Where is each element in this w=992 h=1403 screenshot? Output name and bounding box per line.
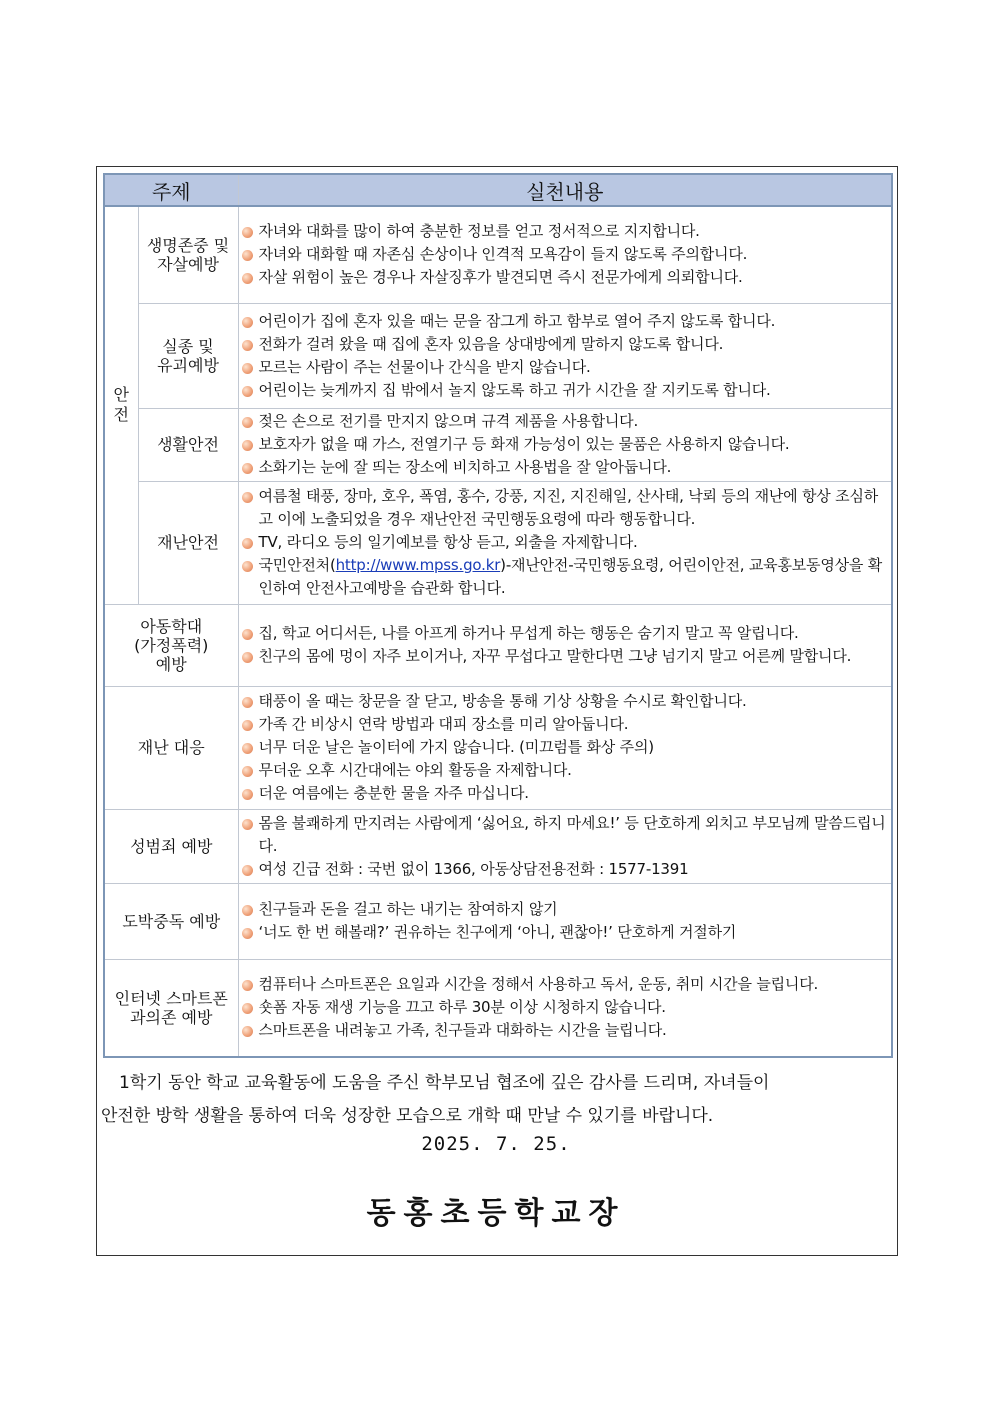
practice-item-text: 여름철 태풍, 장마, 호우, 폭염, 홍수, 강풍, 지진, 지진해일, 산사태, 낙뢰 등의 재난에 항상 조심하고 이에 노출되었을 경우 재난안전 국민행동요령에 따라 행동합니다. xyxy=(258,487,879,528)
practice-item-text: ‘너도 한 번 해볼래?’ 권유하는 친구에게 ‘아니, 괜찮아!’ 단호하게 거절하기 xyxy=(258,923,737,941)
practice-item-text: 너무 더운 날은 놀이터에 가지 않습니다. (미끄럼틀 화상 주의) xyxy=(258,738,654,756)
topic-cell: 생명존중 및 자살예방 xyxy=(138,206,238,303)
bullet-icon xyxy=(242,928,253,939)
topic-cell: 생활안전 xyxy=(138,408,238,481)
mpss-website-link[interactable]: http://www.mpss.go.kr xyxy=(335,556,501,574)
table-row xyxy=(104,686,892,809)
table-row xyxy=(104,959,892,1057)
bullet-icon xyxy=(242,980,253,991)
practice-item xyxy=(239,713,891,736)
content-cell xyxy=(238,959,892,1057)
bullet-icon xyxy=(242,363,253,374)
practice-item-text: 가족 간 비상시 연락 방법과 대피 장소를 미리 알아둡니다. xyxy=(258,715,629,733)
bullet-icon xyxy=(242,743,253,754)
practice-item xyxy=(239,858,891,881)
bullet-icon xyxy=(242,317,253,328)
table-row xyxy=(104,604,892,686)
practice-item xyxy=(239,759,891,782)
table-row xyxy=(104,408,892,481)
practice-list xyxy=(239,622,891,668)
bullet-icon xyxy=(242,697,253,708)
practice-item-text: 무더운 오후 시간대에는 야외 활동을 자제합니다. xyxy=(258,761,572,779)
link-item-prefix: 국민안전처( xyxy=(258,556,336,574)
bullet-icon xyxy=(242,227,253,238)
closing-line-2: 안전한 방학 생활을 통하여 더욱 성장한 모습으로 개학 때 만날 수 있기를 바랍니다. xyxy=(101,1106,714,1126)
content-cell xyxy=(238,686,892,809)
bullet-icon xyxy=(242,492,253,503)
practice-list xyxy=(239,812,891,881)
practice-item-text: 소화기는 눈에 잘 띄는 장소에 비치하고 사용법을 잘 알아둡니다. xyxy=(258,458,672,476)
practice-item-text: 자녀와 대화를 많이 하여 충분한 정보를 얻고 정서적으로 지지합니다. xyxy=(258,222,700,241)
practice-item xyxy=(239,456,891,479)
practice-item-text: 스마트폰을 내려놓고 가족, 친구들과 대화하는 시간을 늘립니다. xyxy=(258,1021,667,1040)
topic-cell: 성범죄 예방 xyxy=(104,809,238,883)
practice-item-text: 더운 여름에는 충분한 물을 자주 마십니다. xyxy=(258,784,529,802)
topic-cell: 도박중독 예방 xyxy=(104,883,238,959)
bullet-icon xyxy=(242,250,253,261)
practice-item xyxy=(239,379,891,402)
practice-item xyxy=(239,690,891,713)
bullet-icon xyxy=(242,386,253,397)
practice-item-text: 태풍이 올 때는 창문을 잘 닫고, 방송을 통해 기상 상황을 수시로 확인합니다. xyxy=(258,692,747,710)
bullet-icon xyxy=(242,440,253,451)
practice-item xyxy=(239,433,891,456)
practice-item-text: 젖은 손으로 전기를 만지지 않으며 규격 제품을 사용합니다. xyxy=(258,412,639,430)
content-cell xyxy=(238,883,892,959)
header-topic: 주제 xyxy=(104,174,238,206)
practice-item xyxy=(239,310,891,333)
practice-item xyxy=(239,1019,891,1042)
category-safety: 안 전 xyxy=(104,206,138,604)
bullet-icon xyxy=(242,629,253,640)
practice-item-text: 자녀와 대화할 때 자존심 손상이나 인격적 모욕감이 들지 않도록 주의합니다. xyxy=(258,245,748,264)
bullet-icon xyxy=(242,340,253,351)
table-row xyxy=(104,206,892,303)
link-item-suffix: )-재난안전-국민행동요령, 어린이안전, 교육홍보동영상을 확인하여 안전사고예방을 습관화 합니다. xyxy=(258,556,883,597)
practice-item-text: 친구들과 돈을 걸고 하는 내기는 참여하지 않기 xyxy=(258,900,558,918)
bullet-icon xyxy=(242,1003,253,1014)
closing-line-1: 1학기 동안 학교 교육활동에 도움을 주신 학부모님 협조에 깊은 감사를 드리며, 자녀들이 xyxy=(119,1073,770,1093)
topic-cell: 재난 대응 xyxy=(104,686,238,809)
practice-list xyxy=(239,410,891,479)
practice-item xyxy=(239,356,891,379)
practice-item xyxy=(239,898,891,921)
topic-cell: 재난안전 xyxy=(138,481,238,604)
content-cell xyxy=(238,408,892,481)
bullet-icon xyxy=(242,538,253,549)
bullet-icon xyxy=(242,819,253,830)
bullet-icon xyxy=(242,865,253,876)
practice-item xyxy=(239,921,891,944)
bullet-icon xyxy=(242,652,253,663)
bullet-icon xyxy=(242,766,253,777)
practice-list xyxy=(239,973,891,1042)
safety-practice-table xyxy=(103,173,893,1058)
content-cell xyxy=(238,481,892,604)
practice-item-text: TV, 라디오 등의 일기예보를 항상 듣고, 외출을 자제합니다. xyxy=(258,533,638,551)
practice-item xyxy=(239,782,891,805)
bullet-icon xyxy=(242,273,253,284)
practice-item xyxy=(239,736,891,759)
practice-item-text: 집, 학교 어디서든, 나를 아프게 하거나 무섭게 하는 행동은 숨기지 말고 꼭 알립니다. xyxy=(258,624,799,642)
table-row xyxy=(104,481,892,604)
table-row xyxy=(104,883,892,959)
practice-item-text: 컴퓨터나 스마트폰은 요일과 시간을 정해서 사용하고 독서, 운동, 취미 시간을 늘립니다. xyxy=(258,975,819,994)
topic-cell: 인터넷 스마트폰 과의존 예방 xyxy=(104,959,238,1057)
practice-item xyxy=(239,973,891,996)
practice-item-text: 몸을 불쾌하게 만지려는 사람에게 ‘싫어요, 하지 마세요!’ 등 단호하게 외치고 부모님께 말씀드립니다. xyxy=(258,813,886,855)
practice-item xyxy=(239,531,891,554)
bullet-icon xyxy=(242,789,253,800)
topic-cell: 실종 및 유괴예방 xyxy=(138,303,238,408)
topic-cell: 아동학대 (가정폭력) 예방 xyxy=(104,604,238,686)
table-row xyxy=(104,809,892,883)
bullet-icon xyxy=(242,463,253,474)
content-cell xyxy=(238,303,892,408)
bullet-icon xyxy=(242,720,253,731)
practice-list xyxy=(239,898,891,944)
practice-item xyxy=(239,333,891,356)
closing-message xyxy=(97,1067,899,1133)
content-cell xyxy=(238,206,892,303)
practice-item xyxy=(239,554,891,600)
practice-item-text: 전화가 걸려 왔을 때 집에 혼자 있음을 상대방에게 말하지 않도록 합니다. xyxy=(258,334,724,353)
practice-item xyxy=(239,622,891,645)
practice-item xyxy=(239,996,891,1019)
content-cell xyxy=(238,809,892,883)
practice-list xyxy=(239,690,891,805)
practice-item xyxy=(239,485,891,531)
bullet-icon xyxy=(242,417,253,428)
practice-item-text: 친구의 몸에 멍이 자주 보이거나, 자꾸 무섭다고 말한다면 그냥 넘기지 말고 어른께 말합니다. xyxy=(258,647,852,665)
practice-list xyxy=(239,485,891,600)
bullet-icon xyxy=(242,561,253,572)
bullet-icon xyxy=(242,905,253,916)
practice-item-text: 보호자가 없을 때 가스, 전열기구 등 화재 가능성이 있는 물품은 사용하지 않습니다. xyxy=(258,435,790,453)
practice-item-text: 숏폼 자동 재생 기능을 끄고 하루 30분 이상 시청하지 않습니다. xyxy=(258,998,666,1017)
practice-item-text: 어린이가 집에 혼자 있을 때는 문을 잠그게 하고 함부로 열어 주지 않도록 합니다. xyxy=(258,311,776,330)
practice-item-text: 어린이는 늦게까지 집 밖에서 놀지 않도록 하고 귀가 시간을 잘 지키도록 합니다. xyxy=(258,380,771,399)
document-date: 2025. 7. 25. xyxy=(421,1133,571,1155)
practice-item-text: 여성 긴급 전화 : 국번 없이 1366, 아동상담전용전화 : 1577-1391 xyxy=(258,859,689,878)
practice-list xyxy=(239,310,891,402)
table-row xyxy=(104,303,892,408)
practice-item xyxy=(239,410,891,433)
practice-item xyxy=(239,266,891,289)
document-frame xyxy=(96,166,898,1256)
practice-item xyxy=(239,243,891,266)
practice-item xyxy=(239,645,891,668)
header-content: 실천내용 xyxy=(238,174,892,206)
practice-list xyxy=(239,220,891,289)
practice-item-text: 자살 위험이 높은 경우나 자살징후가 발견되면 즉시 전문가에게 의뢰합니다. xyxy=(258,268,743,287)
practice-item-text: 모르는 사람이 주는 선물이나 간식을 받지 않습니다. xyxy=(258,357,591,376)
content-cell xyxy=(238,604,892,686)
bullet-icon xyxy=(242,1026,253,1037)
table-body xyxy=(104,206,892,1057)
principal-signature: 동홍초등학교장 xyxy=(366,1196,626,1231)
practice-item xyxy=(239,812,891,858)
practice-item xyxy=(239,220,891,243)
